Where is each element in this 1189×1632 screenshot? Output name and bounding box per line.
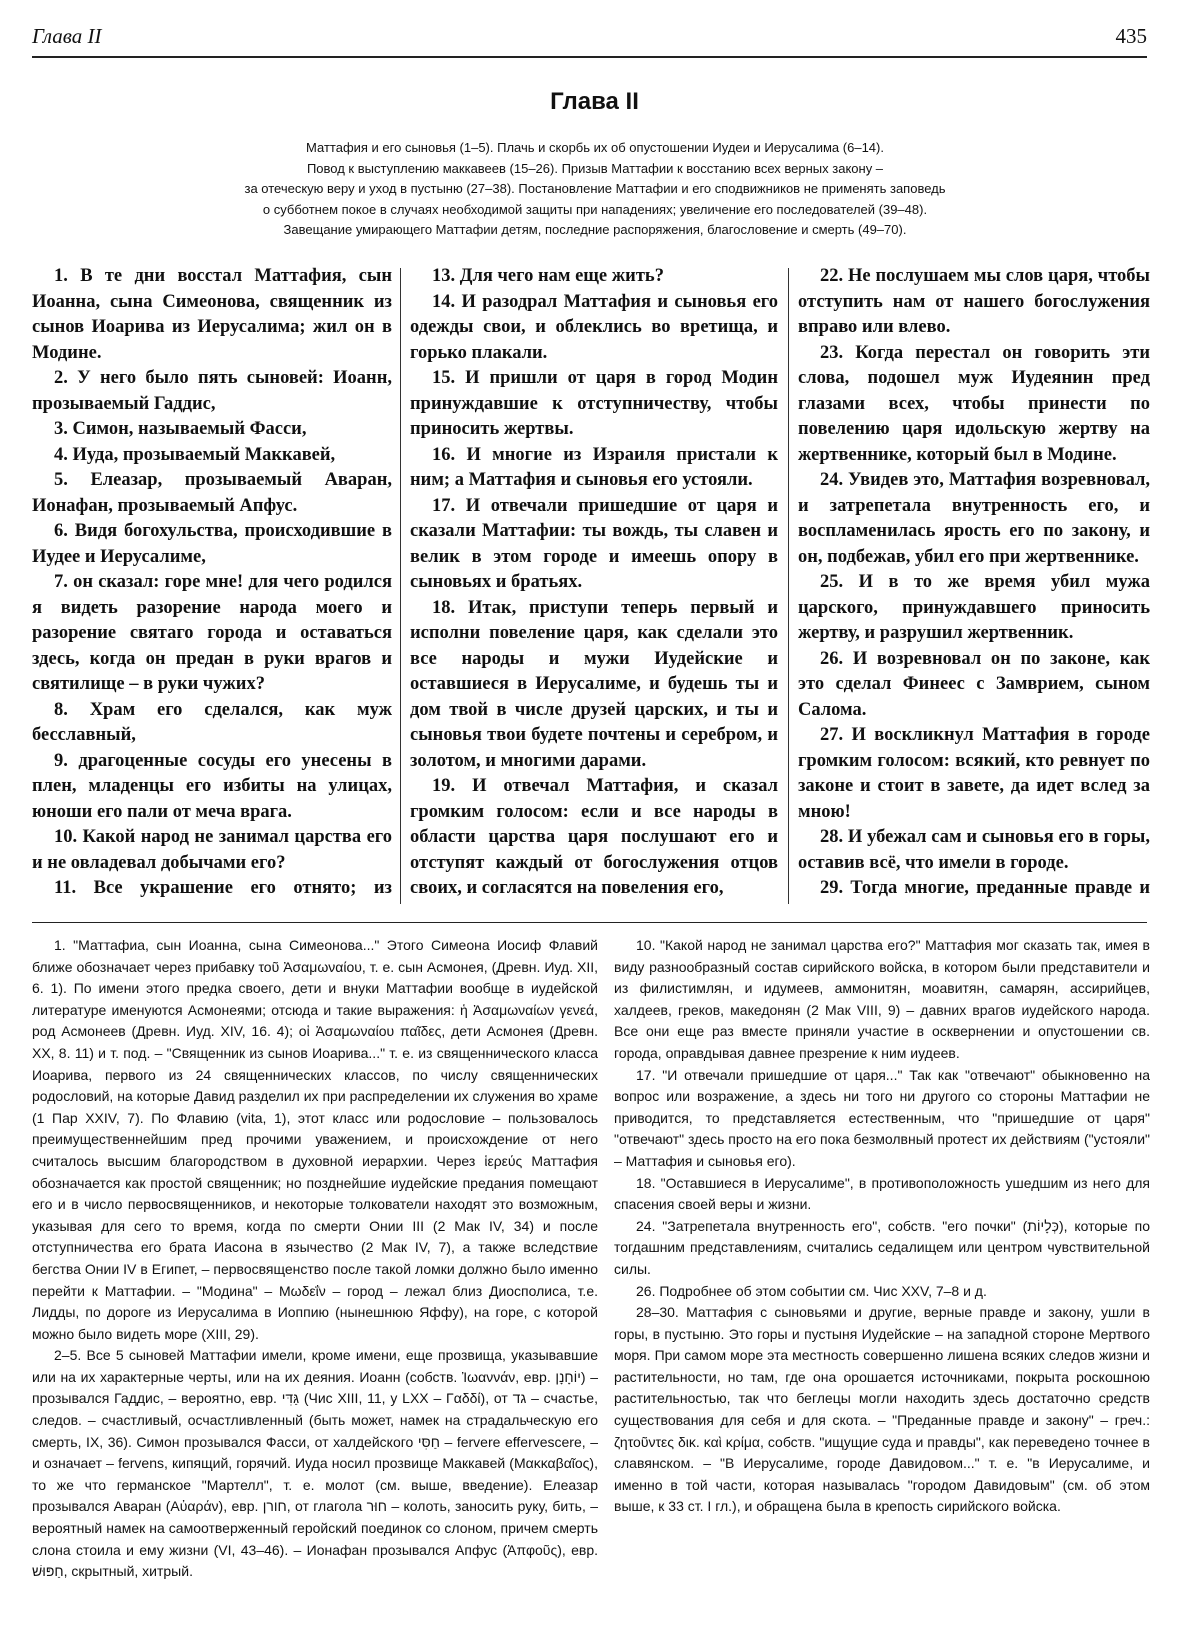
running-head <box>32 22 1147 58</box>
commentary-paragraph: 26. Подробнее об этом событии см. Чис XXV, 7–8 и д. <box>636 1282 987 1299</box>
verses-column-2 <box>410 264 778 904</box>
column-divider <box>788 268 789 904</box>
verse <box>410 902 778 905</box>
verse: 27. И воскликнул Маттафия в городе громким голосом: всякий, кто ревнует по законе и стоит в завете, да идет вслед за мною! <box>798 725 1150 822</box>
column-divider <box>400 268 401 904</box>
chapter-summary <box>110 138 1080 241</box>
commentary-paragraph: 10. "Какой народ не занимал царства его?" Маттафия мог сказать так, имея в виду разнообразный состав сирийского войска, в котором были представители и из филистимлян, и идумеев, аммонитян, моавитян, самарян, ассирийцев, халдеев, греков, македонян (2 Мак VIII, 9) – давних врагов иудейского народа. Все они еще раз вместе приняли участие в осквернении и опустошении св. города, оправдывая давнее презрение к ним иудеев. <box>614 937 1150 1061</box>
verse: 13. Для чего нам еще жить? <box>432 266 664 286</box>
verse: 8. Храм его сделался, как муж бесславный, <box>32 699 392 745</box>
verse: 17. И отвечали пришедшие от царя и сказали Маттафии: ты вождь, ты славен и велик в этом городе и имеешь опору в сыновьях и братьях. <box>410 495 778 592</box>
running-title: Глава II <box>32 24 102 48</box>
commentary-paragraph: 28–30. Маттафия с сыновьями и другие, верные правде и закону, ушли в горы, в пустыню. Это горы и пустыня Иудейские – на западной стороне Мертвого моря. При самом море эта местность совершенно лишена всяких следов жизни и растительности, но там, где она орошается источниками, покрыта роскошною растительностью, так что беглецы могли находить здесь достаточно средств существования для себя и для скота. – "Преданные правде и закону" – греч.: ζητοῦντες δικ. καὶ κρίμα, собств. "ищущие суда и правды", как переведено точнее в славянском. – "В Иерусалиме, городе Давидовом..." т. е. "в Иерусалиме, и именно в той части, которая называлась "городом Давидовым" (см. об этом выше, к 33 ст. I гл.), и обращена была в крепость сирийского войска. <box>614 1304 1150 1515</box>
verse: 14. И разодрал Маттафия и сыновья его одежды свои, и облеклись во вретища, и горько плакали. <box>410 291 778 363</box>
verse: 1. В те дни восстал Маттафия, сын Иоанна, сына Симеонова, священник из сынов Иоарива из Иерусалима; жил он в Модине. <box>32 266 392 363</box>
verse: 4. Иуда, прозываемый Маккавей, <box>54 444 336 465</box>
verse: 2. У него было пять сыновей: Иоанн, прозываемый Гаддис, <box>32 368 392 414</box>
verse: 16. И многие из Израиля пристали к ним; а Маттафия и сыновья его устояли. <box>410 444 778 490</box>
footnote-separator <box>32 922 1147 923</box>
commentary-column-1 <box>32 935 598 1625</box>
summary-line: Повод к выступлению маккавеев (15–26). Призыв Маттафии к восстанию всех верных закону – <box>306 160 884 176</box>
summary-line: Маттафия и его сыновья (1–5). Плачь и скорбь их об опустошении Иудеи и Иерусалима (6–14). <box>306 140 884 155</box>
summary-line: Завещание умирающего Маттафии детям, последние распоряжения, благословение и смерть (49–70). <box>283 222 907 237</box>
commentary-paragraph: 18. "Оставшиеся в Иерусалиме", в противоположность ушедшим из него для спасения своей веры и жизни. <box>614 1174 1150 1213</box>
verse: 11. Все украшение его отнято; из <box>54 878 392 898</box>
verse: 10. Какой народ не занимал царства его и не овладевал добычами его? <box>32 827 392 873</box>
verse: 5. Елеазар, прозываемый Аваран, Ионафан, прозываемый Апфус. <box>32 470 392 516</box>
summary-line: за отеческую веру и уход в пустыню (27–38). Постановление Маттафии и его сподвижников не применять заповедь <box>244 181 946 196</box>
verse: 3. Симон, называемый Фасси, <box>54 419 307 439</box>
commentary-paragraph: 17. "И отвечали пришедшие от царя..." Так как "отвечают" обыкновенно на вопрос или возражение, а здесь ни того ни другого со стороны Маттафии не приводится, то представляется естественным, что "пришедшие от царя" "отвечают" здесь просто на его пока безмолвный протест их действиям ("устояли" – Маттафия и сыновья его). <box>614 1066 1150 1169</box>
verses-column-1 <box>32 264 392 904</box>
verse: 19. И отвечал Маттафия, и сказал громким голосом: если и все народы в области царства царя послушают его и отступят каждый от богослужения отцов своих, и согласятся на повеления его, <box>410 776 778 898</box>
commentary-column-2 <box>614 935 1150 1625</box>
verse: 24. Увидев это, Маттафия возревновал, и затрепетала внутренность его, и воспламенилась ярость его по закону, и он, подбежав, убил его при жертвеннике. <box>798 470 1150 567</box>
verse: 28. И убежал сам и сыновья его в горы, оставив всё, что имели в городе. <box>798 827 1150 873</box>
commentary-paragraph: 1. "Маттафиа, сын Иоанна, сына Симеонова..." Этого Симеона Иосиф Флавий ближе обозначает через прибавку τοῦ Ἀσαμωναίου, т. е. сын Асмонея, (Древн. Иуд. XII, 6. 1). По имени этого предка своего, дети и внуки Маттафии вообще в иудейской литературе именуются Асмонеями; отсюда и такие выражения: ἡ Ἀσαμωναίων γενεά, род Асмонеев (Древн. Иуд. XIV, 16. 4); οἱ Ἀσαμωναίου παῖδες, дети Асмонея (Древн. XX, 8. 11) и т. под. – "Священник из сынов Иоарива..." т. е. из священнического класса Иоарива, первого из 24 священнических классов, по числу священнических родословий, на которые Давид разделил их при распределении их служения во храме (1 Пар XXIV, 7). По Флавию (vita, 1), этот класс или родословие – пользовалось преимущественнейшим пред прочими уважением, и происхождение от него считалось высшим благородством в духовной иерархии. Через ἱερεύς Маттафия обозначается как простой священник; но позднейшие иудейские предания помещают его и в число первосвященников, и некоторые толкователи находят это возможным, указывая для сего то время, когда по смерти Онии III (2 Мак IV, 34) и после отступничества его брата Иасона в язычество (2 Мак IV, 7), а также вследствие бегства Онии IV в Египет, – первосвященство после такой ломки должно было именно перейти к Маттафии. – "Модина" – Μωδεΐν – город – лежал близ Диосполиса, т.е. Лидды, по дороге из Иерусалима в Иоппию (нынешнюю Яффу), на горе, с которой можно было видеть море (XIII, 29). <box>32 937 598 1342</box>
verse: 15. И пришли от царя в город Модин принуждавшие к отступничеству, чтобы приносить жертвы. <box>410 368 778 439</box>
chapter-title: Глава II <box>550 88 639 115</box>
verse: 6. Видя богохульства, происходившие в Иудее и Иерусалиме, <box>32 521 392 567</box>
verse: 23. Когда перестал он говорить эти слова, подошел муж Иудеянин пред глазами всех, чтобы принести по повелению царя идольскую жертву на жертвеннике, который был в Модине. <box>798 342 1150 465</box>
verse: 22. Не послушаем мы слов царя, чтобы отступить нам от нашего богослужения вправо или влево. <box>798 266 1150 337</box>
verse: 26. И возревновал он по законе, как это сделал Финеес с Замврием, сыном Салома. <box>798 648 1150 720</box>
page-number: 435 <box>1115 24 1147 48</box>
verse: 18. Итак, приступи теперь первый и исполни повеление царя, как сделали это все народы и мужи Иудейские и оставшиеся в Иерусалиме, и будешь ты и дом твой в числе друзей царских, и ты и сыновья твои будете почтены и серебром, и золотом, и многими дарами. <box>410 597 778 771</box>
verses-column-3 <box>798 264 1150 904</box>
verse: 7. он сказал: горе мне! для чего родился я видеть разорение народа моего и разорение святаго города и оставаться здесь, когда он предан в руки врагов и святилище – в руки чужих? <box>32 572 392 694</box>
verse: 9. драгоценные сосуды его унесены в плен, младенцы его избиты на улицах, юноши его пали от меча врага. <box>32 750 392 822</box>
commentary-paragraph: 2–5. Все 5 сыновей Маттафии имели, кроме имени, еще прозвища, указывавшие или на их характерные черты, или на их деяния. Иоанн (собств. Ἰωαννάν, евр. יוֹחָנָן) – прозывался Гаддис, – вероятно, евр. גַּדִּי (Чис XIII, 11, у LXX – Γαδδί), от גד – счастье, следов. – счастливый, осчастливленный (быть может, намек на страдальческую его смерть, IX, 36). Симон прозывался Фасси, от халдейского חַסִּי – fervere effervescere, – и означает – fervens, кипящий, горячий. Иуда носил прозвище Маккавей (Μακκαβαῖος), то же что германское "Мартелл", т. е. молот (см. выше, введение). Елеазар прозывался Аваран (Αὐαράν), евр. חורן, от глагола חוּר – колоть, заносить руку, бить, – вероятный намек на самоотверженный геройский поединок со слоном, причем смерть слона стоила и ему жизни (VI, 43–46). – Ионафан прозывался Апфус (Ἀπφοῦς), евр. חַפּוּשׁ, скрытный, хитрый. <box>32 1347 598 1580</box>
summary-line: о субботнем покое в случаях необходимой защиты при нападениях; увеличение его последователей (39–48). <box>262 201 928 217</box>
verse: 25. И в то же время убил мужа царского, принуждавшего приносить жертву, и разрушил жертвенник. <box>798 572 1150 643</box>
commentary-paragraph: 24. "Затрепетала внутренность его", собств. "его почки" (כְּלָיוֹת), которые по тогдашним представлениям, считались седалищем или центром чувствительной силы. <box>614 1217 1150 1277</box>
verse: 29. Тогда многие, преданные правде и <box>820 878 1150 898</box>
